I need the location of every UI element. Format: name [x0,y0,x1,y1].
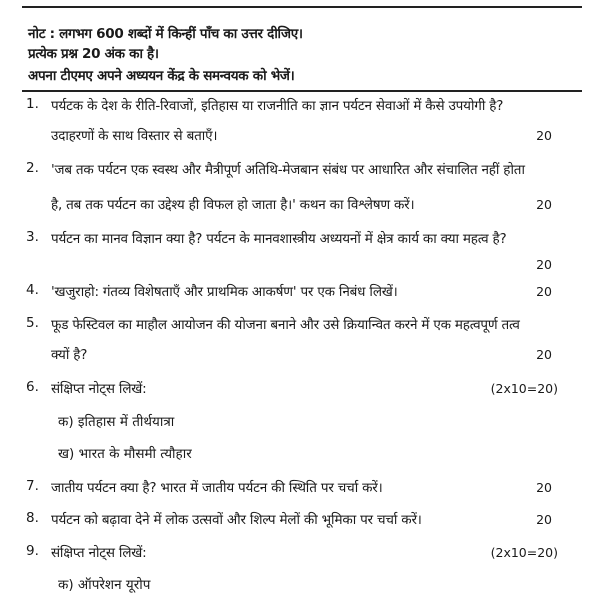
question-number: 3. [26,229,39,245]
question-marks: 20 [536,284,552,299]
question-marks: 20 [536,480,552,495]
sub-question-a: क) इतिहास में तीर्थयात्रा [58,414,175,430]
question-number: 1. [26,96,39,112]
question-text-line: है, तब तक पर्यटन का उद्देश्य ही विफल हो जाता है।' कथन का विश्लेषण करें। [51,197,415,213]
instruction-marks: प्रत्येक प्रश्न 20 अंक का है। [28,46,159,62]
question-text-line: संक्षिप्त नोट्स लिखें: [51,545,147,561]
question-marks: 20 [536,347,552,362]
question-number: 9. [26,543,39,559]
question-marks: 20 [536,128,552,143]
question-marks: (2x10=20) [490,545,558,560]
question-text-line: पर्यटन का मानव विज्ञान क्या है? पर्यटन के मानवशास्त्रीय अध्ययनों में क्षेत्र कार्य का क्या महत्व है? [51,231,507,247]
question-text-line: 'जब तक पर्यटन एक स्वस्थ और मैत्रीपूर्ण अतिथि-मेजबान संबंध पर आधारित और संचालित नहीं होता [51,162,525,178]
question-marks: 20 [536,197,552,212]
question-number: 2. [26,160,39,176]
question-text-line: उदाहरणों के साथ विस्तार से बताएँ। [51,128,218,144]
sub-question-a: क) ऑपरेशन यूरोप [58,577,151,593]
question-number: 7. [26,478,39,494]
sub-question-b: ख) भारत के मौसमी त्यौहार [58,446,192,462]
top-rule [22,6,582,8]
instructions-block [22,26,582,92]
question-text-line: पर्यटक के देश के रीति-रिवाजों, इतिहास या राजनीति का ज्ञान पर्यटन सेवाओं में कैसे उपयोगी है? [51,98,504,114]
instruction-submission: अपना टीएमए अपने अध्ययन केंद्र के समन्वयक को भेजें। [28,68,295,84]
question-number: 8. [26,510,39,526]
question-text-line: पर्यटन को बढ़ावा देने में लोक उत्सवों और शिल्प मेलों की भूमिका पर चर्चा करें। [51,512,422,528]
question-marks: 20 [536,257,552,272]
question-number: 6. [26,379,39,395]
question-text-line: फूड फेस्टिवल का माहौल आयोजन की योजना बनाने और उसे क्रियान्वित करने में एक महत्वपूर्ण तत्व [51,317,520,333]
question-number: 5. [26,315,39,331]
instruction-word-limit: नोट : लगभग 600 शब्दों में किन्हीं पाँच का उत्तर दीजिए। [28,26,303,42]
question-text-line: संक्षिप्त नोट्स लिखें: [51,381,147,397]
question-text-line: जातीय पर्यटन क्या है? भारत में जातीय पर्यटन की स्थिति पर चर्चा करें। [51,480,383,496]
question-text-line: क्यों है? [51,347,88,363]
question-marks: 20 [536,512,552,527]
question-text-line: 'खजुराहो: गंतव्य विशेषताएँ और प्राथमिक आकर्षण' पर एक निबंध लिखें। [51,284,398,300]
question-number: 4. [26,282,39,298]
question-marks: (2x10=20) [490,381,558,396]
